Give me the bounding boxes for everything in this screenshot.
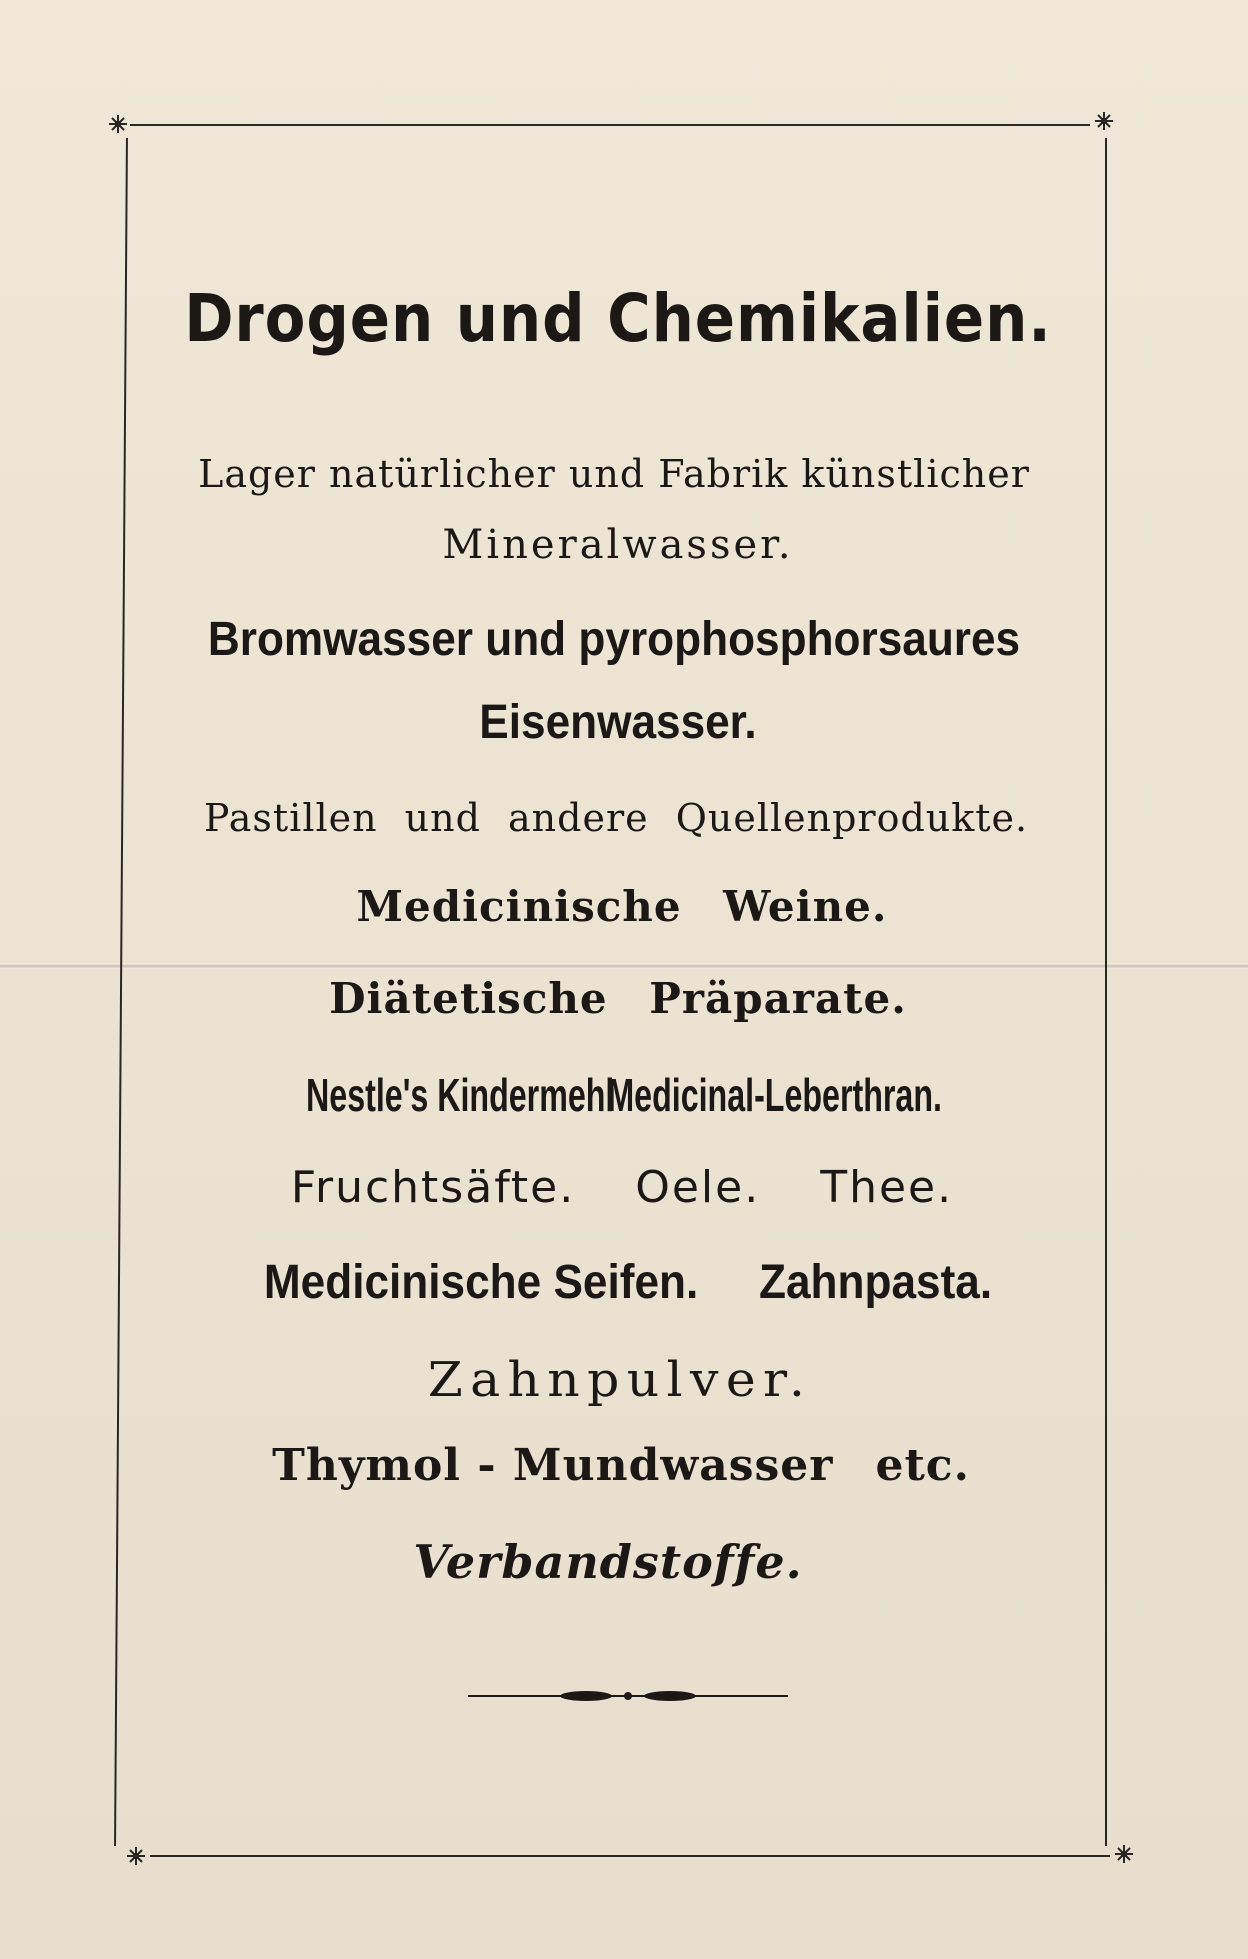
text-line-pastillen: Pastillen und andere Quellenprodukte. (203, 796, 1029, 840)
corner-ornament-icon (1113, 1843, 1135, 1865)
corner-ornament-icon (1093, 110, 1115, 132)
text-line-lager: Lager natürlicher und Fabrik künstlicher (198, 452, 1030, 496)
text-leberthran: Medicinal-Leberthran. (607, 1069, 942, 1121)
text-etc: etc. (875, 1440, 970, 1491)
text-line-fruchtsaefte-row (0, 1162, 1246, 1213)
text-thymol-mundwasser: Thymol - Mundwasser (272, 1440, 834, 1491)
text-medicinische-seifen: Medicinische Seifen. (263, 1256, 699, 1309)
text-line-bromwasser: Bromwasser und pyrophosphorsaures (207, 613, 1021, 666)
frame-top (130, 124, 1090, 126)
page-title: Drogen und Chemikalien. (184, 280, 1052, 357)
text-line-eisenwasser: Eisenwasser. (479, 696, 757, 749)
text-line-zahnpulver: Zahnpulver. (427, 1352, 813, 1408)
text-line-verbandstoffe: Verbandstoffe. (413, 1535, 803, 1589)
text-line-mineralwasser: Mineralwasser. (442, 522, 794, 568)
text-nestle: Nestle's Kindermehl (306, 1069, 615, 1121)
text-fruchtsaefte: Fruchtsäfte. (290, 1162, 576, 1213)
ornamental-divider-icon (468, 1684, 788, 1708)
text-line-diaetetische: Diätetische Präparate. (329, 974, 907, 1023)
corner-ornament-icon (107, 113, 129, 135)
corner-ornament-icon (125, 1845, 147, 1867)
text-oele: Oele. (635, 1162, 761, 1213)
fold-crease (0, 963, 1248, 969)
text-zahnpasta: Zahnpasta. (758, 1256, 993, 1309)
text-line-seifen-row (54, 1255, 1202, 1310)
text-line-medicinische-weine: Medicinische Weine. (356, 882, 888, 931)
text-thee: Thee. (820, 1162, 954, 1213)
frame-bottom (150, 1855, 1110, 1857)
text-line-nestle-row (187, 1068, 1061, 1122)
text-line-thymol-row (0, 1440, 1245, 1491)
